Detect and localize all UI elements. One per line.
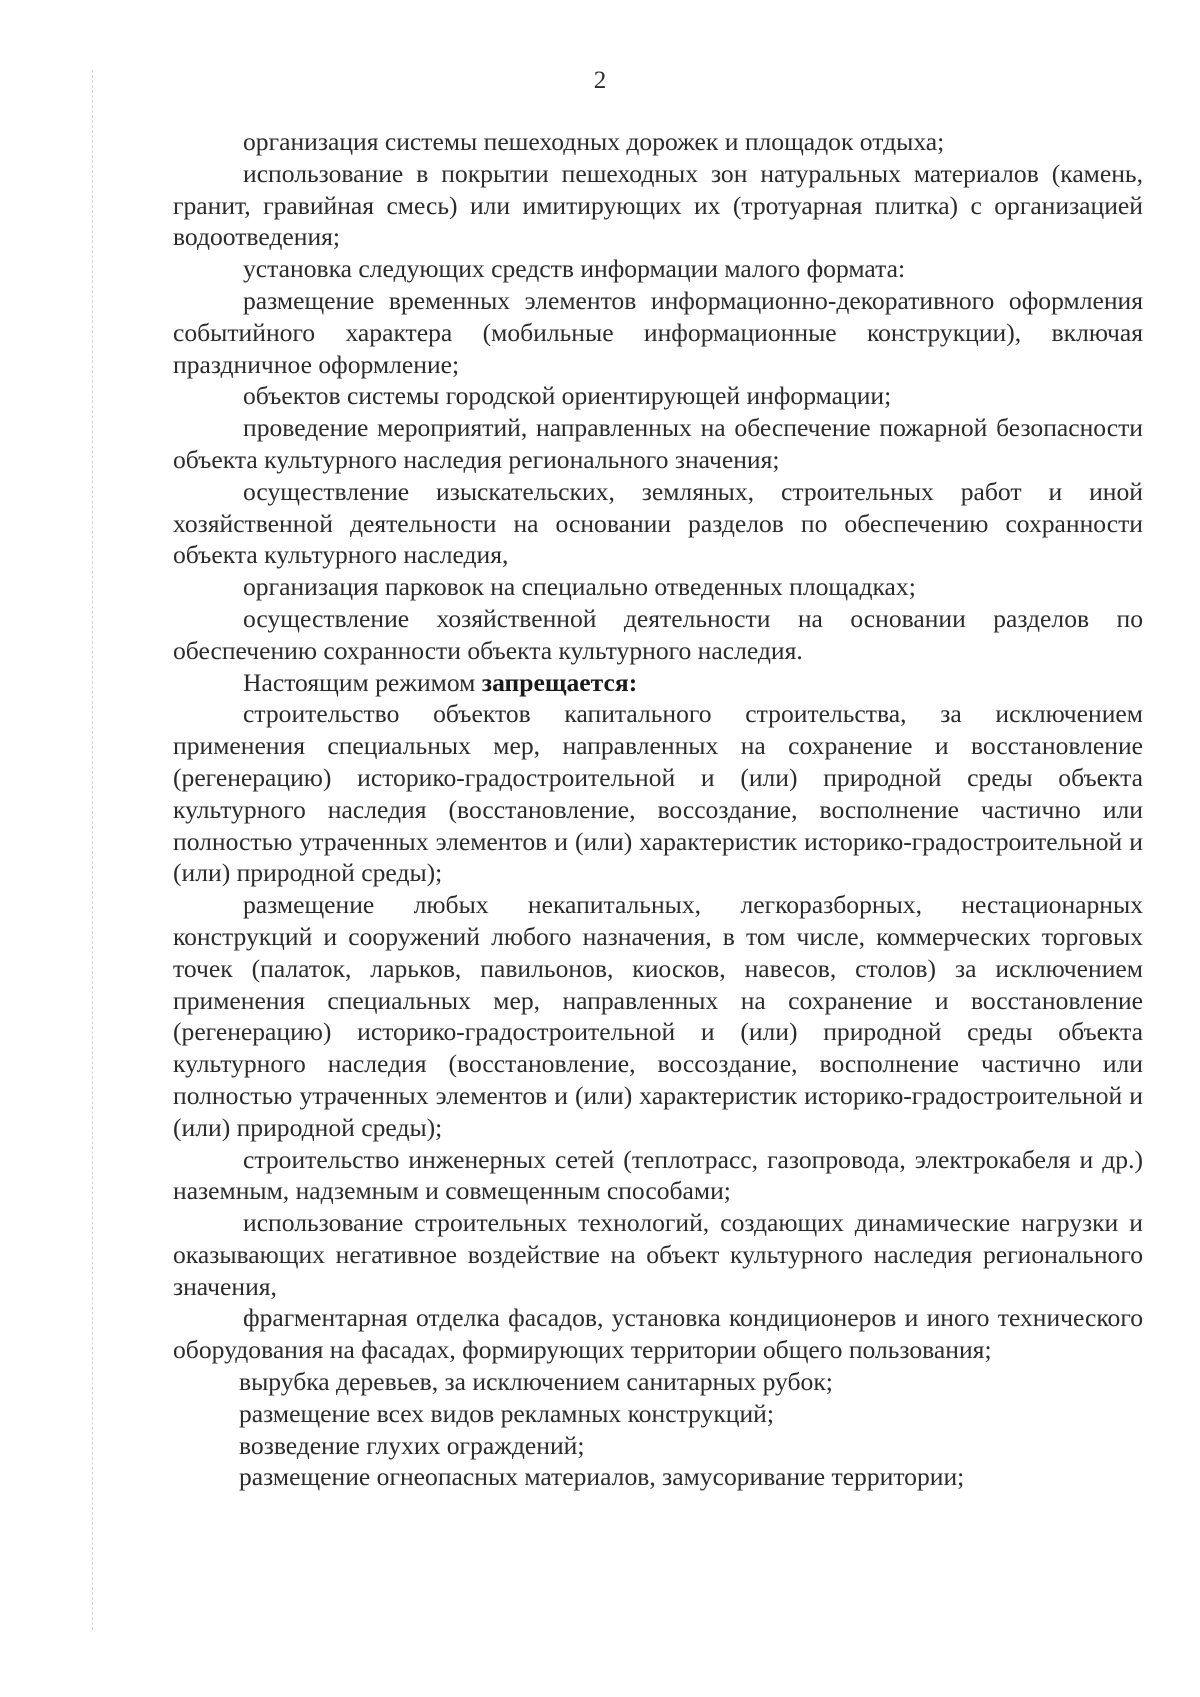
paragraph-parking: организация парковок на специально отведенных площадках; [243, 572, 916, 602]
prohibited-item-solid-fences: возведение глухих ограждений; [239, 1430, 585, 1460]
paragraph-economic-activity: осуществление хозяйственной деятельности на основании разделов по обеспечению сохранности объекта культурного наследия. [173, 603, 1143, 665]
prohibited-item-engineering-networks: строительство инженерных сетей (теплотрасс, газопровода, электрокабеля и др.) наземным, надземным и совмещенным способами; [173, 1144, 1143, 1206]
paragraph-pedestrian-paths: организация системы пешеходных дорожек и площадок отдыха; [243, 127, 945, 156]
paragraph-temporary-elements: размещение временных элементов информационно-декоративного оформления событийного характера (мобильные информационные конструкции), включая праздничное оформление; [173, 285, 1143, 379]
prohibition-lead: Настоящим режимом [243, 667, 482, 697]
scan-edge-line [92, 70, 93, 1630]
paragraph-natural-materials: использование в покрытии пешеходных зон натуральных материалов (камень, гранит, гравийная смесь) или имитирующих их (тротуарная плитка) с организацией водоотведения; [173, 158, 1143, 252]
prohibited-item-tree-felling: вырубка деревьев, за исключением санитарных рубок; [239, 1367, 833, 1397]
prohibition-heading [173, 667, 1143, 699]
prohibition-emphasis: запрещается: [481, 667, 638, 697]
paragraph-info-means: установка следующих средств информации малого формата: [243, 254, 906, 284]
prohibited-item-facade-finishing: фрагментарная отделка фасадов, установка кондиционеров и иного технического оборудования на фасадах, формирующих территории общего пользования; [173, 1303, 1143, 1365]
page-number: 2 [593, 67, 607, 94]
document-body [173, 126, 1143, 1493]
paragraph-survey-works: осуществление изыскательских, земляных, строительных работ и иной хозяйственной деятельности на основании разделов по обеспечению сохранности объекта культурного наследия, [173, 476, 1143, 570]
prohibited-item-dynamic-loads: использование строительных технологий, создающих динамические нагрузки и оказывающих негативное воздействие на объект культурного наследия регионального значения, [173, 1208, 1143, 1301]
paragraph-orientation-info: объектов системы городской ориентирующей информации; [243, 381, 892, 411]
prohibited-item-advertising: размещение всех видов рекламных конструкций; [239, 1398, 774, 1428]
prohibited-item-temporary-structures: размещение любых некапитальных, легкоразборных, нестационарных конструкций и сооружений любого назначения, в том числе, коммерческих торговых точек (палаток, ларьков, павильонов, киосков, навесов, столов) за исключением применения специальных мер, направленных на сохранение и восстановление (регенерацию) историко-градостроительной и (или) природной среды объекта культурного наследия (восстановление, воссоздание, восполнение частично или полностью утраченных элементов и (или) характеристик историко-градостроительной и (или) природной среды); [173, 890, 1143, 1142]
prohibited-item-flammable-materials: размещение огнеопасных материалов, замусоривание территории; [239, 1462, 965, 1492]
paragraph-fire-safety: проведение мероприятий, направленных на обеспечение пожарной безопасности объекта культурного наследия регионального значения; [173, 413, 1143, 474]
prohibited-item-capital-construction: строительство объектов капитального строительства, за исключением применения специальных мер, направленных на сохранение и восстановление (регенерацию) историко-градостроительной и (или) природной среды объекта культурного наследия (восстановление, воссоздание, восполнение частично или полностью утраченных элементов и (или) характеристик историко-градостроительной и (или) природной среды); [173, 699, 1143, 888]
